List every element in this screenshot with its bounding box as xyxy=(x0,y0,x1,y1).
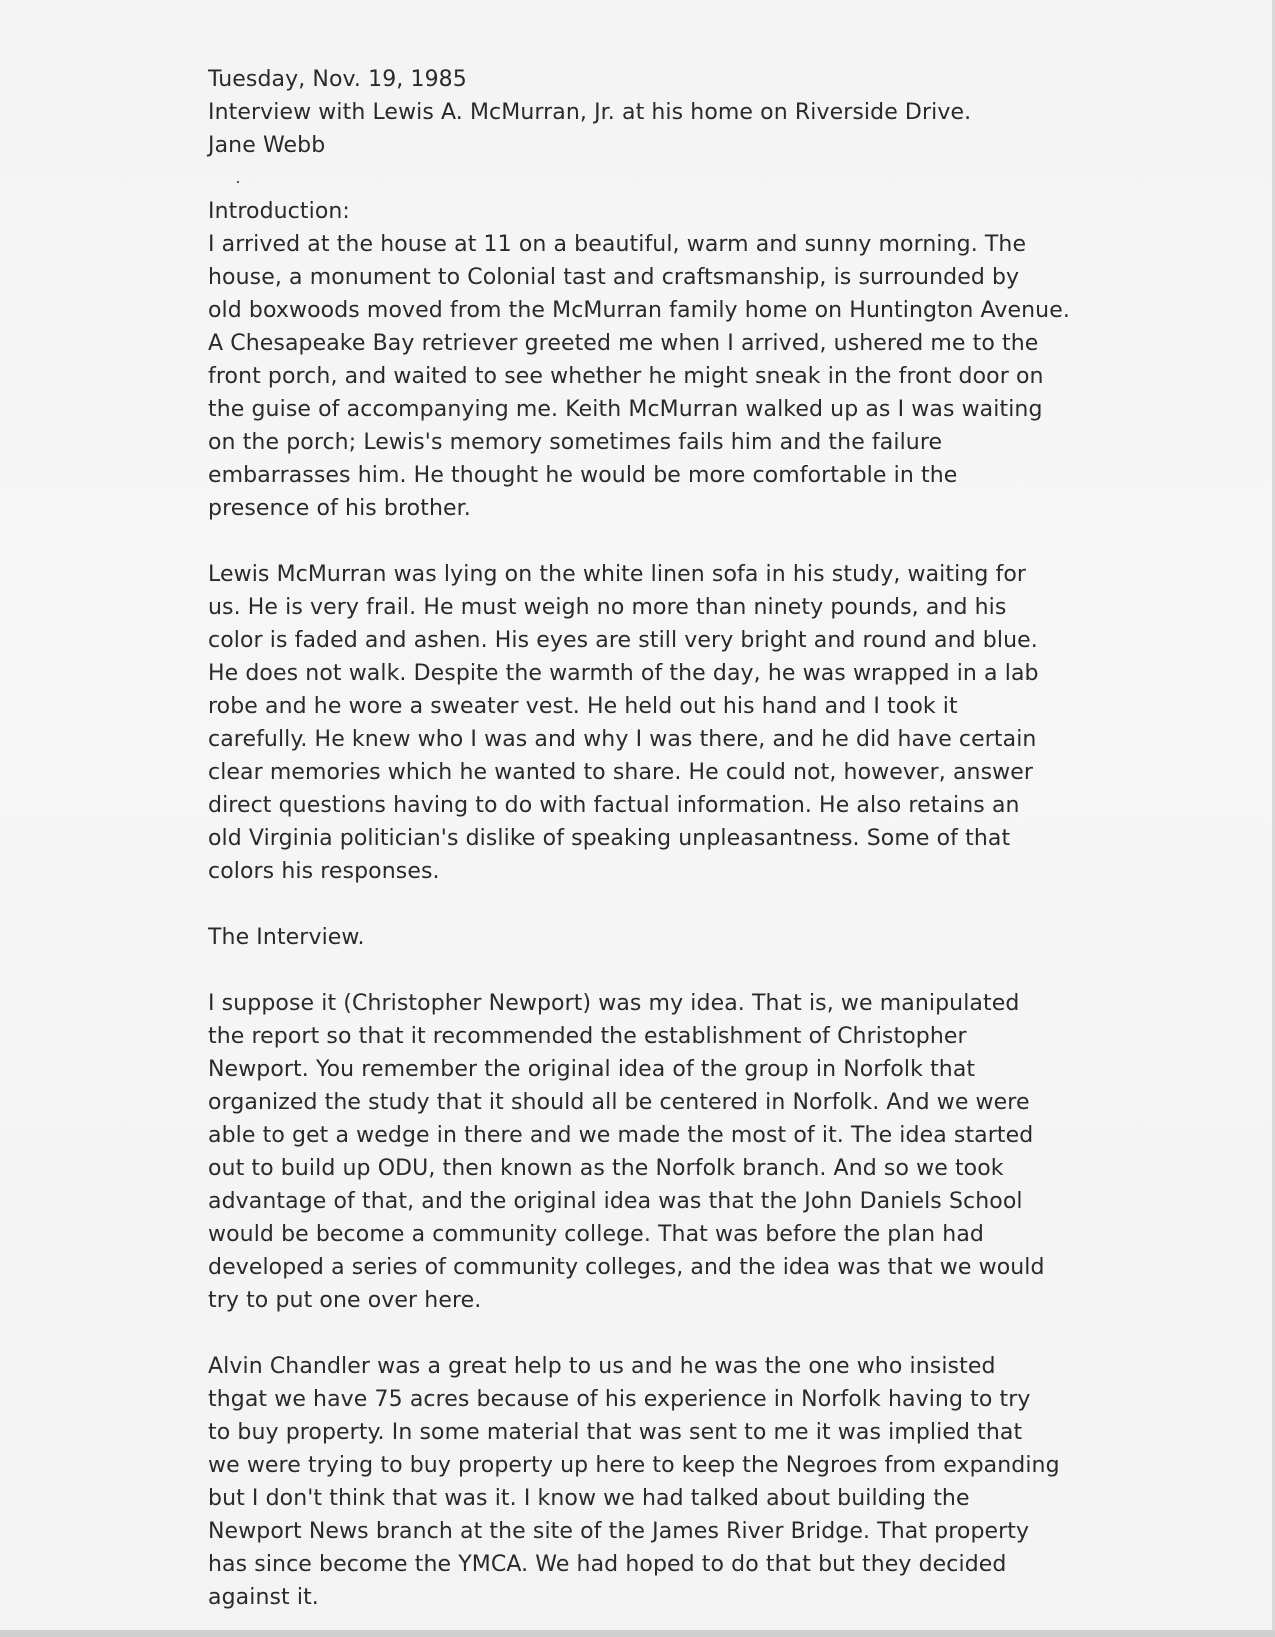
paragraph-line: robe and he wore a sweater vest. He held out his hand and I took it xyxy=(208,694,958,719)
paragraph-line: clear memories which he wanted to share. He could not, however, answer xyxy=(208,760,1034,785)
paragraph-line: but I don't think that was it. I know we had talked about building the xyxy=(208,1486,970,1511)
paragraph-line: would be become a community college. That was before the plan had xyxy=(208,1222,984,1247)
paragraph-line: embarrasses him. He thought he would be more comfortable in the xyxy=(208,463,958,488)
paragraph-line: Alvin Chandler was a great help to us and he was the one who insisted xyxy=(208,1354,996,1379)
paragraph-line: presence of his brother. xyxy=(208,496,471,521)
paragraph-line: I suppose it (Christopher Newport) was my idea. That is, we manipulated xyxy=(208,991,1020,1016)
paragraph-line: front porch, and waited to see whether he might sneak in the front door on xyxy=(208,364,1044,389)
paragraph-line: organized the study that it should all be centered in Norfolk. And we were xyxy=(208,1090,1030,1115)
document-text xyxy=(208,63,1088,1614)
paragraph-line: direct questions having to do with factual information. He also retains an xyxy=(208,793,1020,818)
paragraph-line: thgat we have 75 acres because of his experience in Norfolk having to try xyxy=(208,1387,1031,1412)
paragraph-line: out to build up ODU, then known as the Norfolk branch. And so we took xyxy=(208,1156,1004,1181)
paragraph-line: the report so that it recommended the establishment of Christopher xyxy=(208,1024,967,1049)
paragraph-line: carefully. He knew who I was and why I was there, and he did have certain xyxy=(208,727,1037,752)
paragraph-line: advantage of that, and the original idea was that the John Daniels School xyxy=(208,1189,1023,1214)
header-date: Tuesday, Nov. 19, 1985 xyxy=(208,67,467,92)
paragraph-line: I arrived at the house at 11 on a beautiful, warm and sunny morning. The xyxy=(208,232,1027,257)
paragraph-line: color is faded and ashen. His eyes are still very bright and round and blue. xyxy=(208,628,1038,653)
paragraph-line: He does not walk. Despite the warmth of the day, he was wrapped in a lab xyxy=(208,661,1039,686)
introduction-heading: Introduction: xyxy=(208,199,350,224)
scan-bottom-edge xyxy=(0,1630,1275,1637)
paragraph-line: A Chesapeake Bay retriever greeted me when I arrived, ushered me to the xyxy=(208,331,1039,356)
paragraph-line: against it. xyxy=(208,1585,319,1610)
paragraph-line: on the porch; Lewis's memory sometimes fails him and the failure xyxy=(208,430,943,455)
paragraph-line: Lewis McMurran was lying on the white linen sofa in his study, waiting for xyxy=(208,562,1027,587)
paragraph-line: we were trying to buy property up here to keep the Negroes from expanding xyxy=(208,1453,1060,1478)
interview-heading: The Interview. xyxy=(208,925,365,950)
header-author: Jane Webb xyxy=(208,133,326,158)
paragraph-line: the guise of accompanying me. Keith McMurran walked up as I was waiting xyxy=(208,397,1043,422)
paragraph-line: house, a monument to Colonial tast and craftsmanship, is surrounded by xyxy=(208,265,1020,290)
paragraph-line: Newport News branch at the site of the James River Bridge. That property xyxy=(208,1519,1030,1544)
paragraph-line: has since become the YMCA. We had hoped to do that but they decided xyxy=(208,1552,1007,1577)
paragraph-line: able to get a wedge in there and we made the most of it. The idea started xyxy=(208,1123,1034,1148)
interview-paragraph-1 xyxy=(208,987,1088,1317)
paragraph-line: try to put one over here. xyxy=(208,1288,482,1313)
paragraph-line: to buy property. In some material that was sent to me it was implied that xyxy=(208,1420,1023,1445)
header-title: Interview with Lewis A. McMurran, Jr. at his home on Riverside Drive. xyxy=(208,100,972,125)
paragraph-line: old Virginia politician's dislike of speaking unpleasantness. Some of that xyxy=(208,826,1011,851)
interview-paragraph-2 xyxy=(208,1350,1088,1614)
paragraph-line: colors his responses. xyxy=(208,859,440,884)
paragraph-line: developed a series of community colleges, and the idea was that we would xyxy=(208,1255,1045,1280)
paragraph-line: Newport. You remember the original idea of the group in Norfolk that xyxy=(208,1057,976,1082)
paragraph-line: old boxwoods moved from the McMurran family home on Huntington Avenue. xyxy=(208,298,1070,323)
introduction-paragraph-1 xyxy=(208,228,1088,525)
introduction-paragraph-2 xyxy=(208,558,1088,888)
paragraph-line: us. He is very frail. He must weigh no more than ninety pounds, and his xyxy=(208,595,1007,620)
